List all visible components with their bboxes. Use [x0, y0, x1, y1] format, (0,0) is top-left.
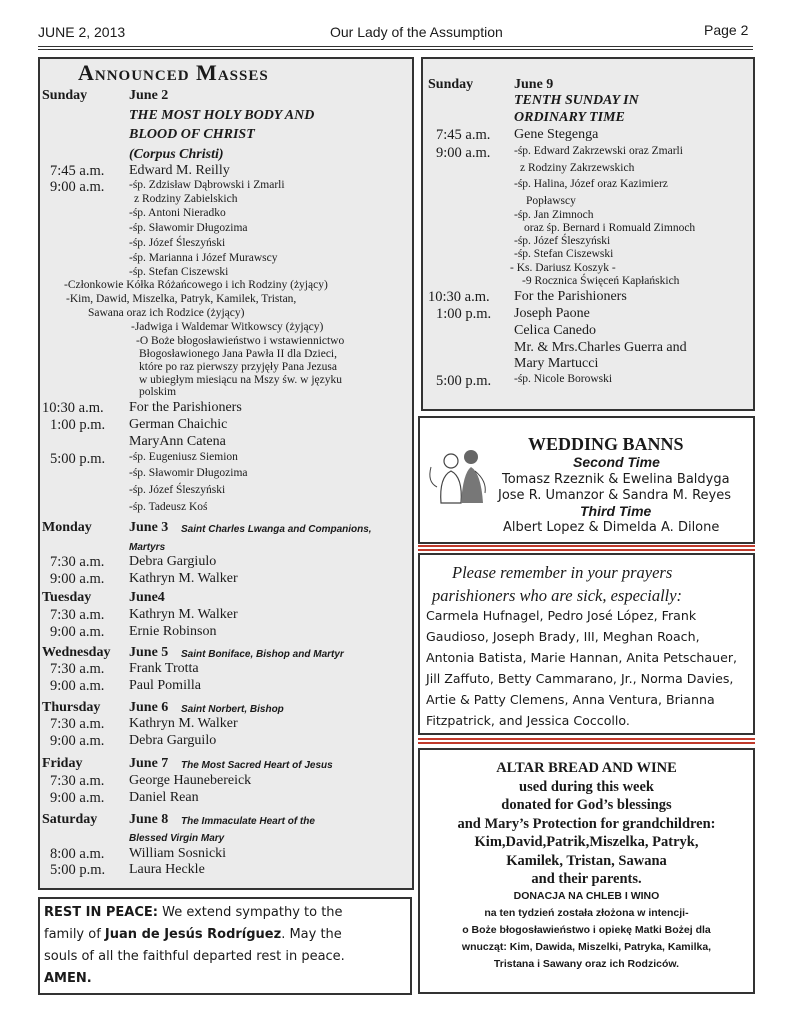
mass-intention: -śp. Sławomir Długozima — [129, 467, 248, 479]
mass-intention: Gene Stegenga — [514, 127, 599, 142]
mass-intention: -śp. Marianna i Józef Murawscy — [129, 252, 278, 264]
mass-feast: Saint Norbert, Bishop — [181, 704, 284, 715]
mass-intention: June 8 — [129, 812, 169, 827]
mass-intention: German Chaichic — [129, 417, 228, 432]
mass-intention: TENTH SUNDAY IN — [514, 93, 639, 108]
mass-intention: Paul Pomilla — [129, 678, 201, 693]
mass-intention: -śp. Edward Zakrzewski oraz Zmarli — [514, 145, 683, 157]
mass-intention: Sawana oraz ich Rodzice (żyjący) — [88, 307, 245, 319]
mass-time: 9:00 a.m. — [50, 678, 105, 694]
mass-intention: -śp. Sławomir Długozima — [129, 222, 248, 234]
couple-1: Tomasz Rzeznik & Ewelina Baldyga — [502, 472, 730, 487]
mass-feast: The Most Sacred Heart of Jesus — [181, 760, 333, 771]
mass-time: 1:00 p.m. — [436, 306, 492, 322]
rip-text-3: souls of all the faithful departed rest in peace. — [44, 949, 345, 964]
mass-time: 7:30 a.m. — [50, 661, 105, 677]
rip-line-2 — [44, 924, 342, 946]
mass-day: Tuesday — [42, 590, 92, 605]
mass-intention: William Sosnicki — [129, 846, 227, 861]
mass-time: 7:30 a.m. — [50, 554, 105, 570]
mass-time: 5:00 p.m. — [50, 862, 106, 878]
mass-intention: Mary Martucci — [514, 356, 599, 371]
mass-intention: For the Parishioners — [129, 400, 242, 415]
mass-intention: -Jadwiga i Waldemar Witkowscy (żyjący) — [131, 321, 324, 333]
second-time-label: Second Time — [573, 454, 660, 470]
prayer-name-line: Jill Zaffuto, Betty Cammarano, Jr., Norma Davies, — [426, 671, 734, 686]
mass-intention: Daniel Rean — [129, 790, 199, 805]
mass-feast: Blessed Virgin Mary — [129, 833, 225, 844]
couple-icon — [425, 447, 497, 505]
mass-time: 9:00 a.m. — [50, 624, 105, 640]
mass-time: 9:00 a.m. — [50, 733, 105, 749]
mass-intention: polskim — [139, 386, 177, 398]
altar-bread-polish-line: na ten tydzień została złożona w intencji- — [484, 907, 689, 919]
prayer-name-line: Antonia Batista, Marie Hannan, Anita Petschauer, — [426, 650, 738, 665]
mass-intention: (Corpus Christi) — [129, 147, 224, 162]
prayers-heading-1: Please remember in your prayers — [452, 563, 673, 582]
mass-intention: Frank Trotta — [129, 661, 199, 676]
header-rule-2 — [38, 49, 753, 50]
divider-stripe-2 — [418, 738, 755, 744]
mass-intention: ORDINARY TIME — [514, 110, 625, 125]
mass-intention: Joseph Paone — [514, 306, 590, 321]
mass-time: 7:45 a.m. — [50, 163, 105, 179]
mass-intention: -śp. Stefan Ciszewski — [129, 266, 229, 278]
mass-intention: które po raz pierwszy przyjęły Pana Jezusa — [139, 361, 337, 373]
mass-intention: MaryAnn Catena — [129, 434, 226, 449]
mass-intention: Popławscy — [526, 195, 576, 207]
mass-intention: Debra Garguilo — [129, 733, 217, 748]
prayer-name-line: Gaudioso, Joseph Brady, III, Meghan Roach, — [426, 629, 700, 644]
rip-text-2a: family of — [44, 927, 105, 942]
altar-bread-line: ALTAR BREAD AND WINE — [496, 760, 677, 776]
mass-intention: -śp. Józef Śleszyński — [514, 235, 611, 247]
wedding-banns-title: WEDDING BANNS — [528, 434, 684, 454]
mass-intention: For the Parishioners — [514, 289, 627, 304]
third-time-label: Third Time — [580, 503, 652, 519]
mass-intention: Debra Gargiulo — [129, 554, 217, 569]
mass-intention: -Członkowie Kółka Różańcowego i ich Rodziny (żyjący) — [64, 279, 328, 291]
mass-intention: June 9 — [514, 77, 554, 92]
mass-intention: -śp. Jan Zimnoch — [514, 209, 594, 221]
divider-stripe — [418, 545, 755, 551]
prayer-name-line: Carmela Hufnagel, Pedro José López, Frank — [426, 608, 697, 623]
mass-day: Monday — [42, 520, 92, 535]
header-parish: Our Lady of the Assumption — [330, 24, 503, 40]
altar-bread-polish-line: o Boże błogosławieństwo i opiekę Matki Bożej dla — [462, 924, 711, 936]
mass-day: Wednesday — [42, 645, 111, 660]
altar-bread-line: used during this week — [519, 778, 654, 795]
mass-feast: Saint Charles Lwanga and Companions, — [181, 524, 372, 535]
mass-day: Thursday — [42, 700, 101, 715]
rip-text-2b: . May the — [281, 927, 342, 942]
rip-name: Juan de Jesús Rodríguez — [104, 927, 282, 942]
mass-intention: z Rodziny Zakrzewskich — [520, 162, 635, 174]
rip-text-1: We extend sympathy to the — [157, 905, 343, 920]
mass-intention: -O Boże błogosławieństwo i wstawiennictwo — [136, 335, 345, 347]
mass-time: 7:45 a.m. — [436, 127, 491, 143]
mass-intention: Błogosławionego Jana Pawła II dla Dzieci, — [139, 348, 337, 360]
couple-2: Jose R. Umanzor & Sandra M. Reyes — [498, 488, 731, 503]
header-rule — [38, 46, 753, 47]
prayer-name-line: Artie & Patty Clemens, Anna Ventura, Brianna — [426, 692, 715, 707]
mass-time: 9:00 a.m. — [50, 790, 105, 806]
mass-intention: Kathryn M. Walker — [129, 571, 238, 586]
mass-intention: THE MOST HOLY BODY AND — [129, 108, 315, 123]
altar-bread-polish-line: Tristana i Sawany oraz ich Rodziców. — [493, 958, 680, 970]
mass-intention: w ubiegłym miesiącu na Mszy św. w języku — [139, 374, 343, 386]
mass-day: Sunday — [428, 77, 474, 92]
altar-bread-polish-line: DONACJA NA CHLEB I WINO — [513, 890, 660, 902]
mass-intention: -śp. Eugeniusz Siemion — [129, 451, 238, 463]
mass-intention: -9 Rocznica Święceń Kapłańskich — [522, 275, 680, 287]
mass-intention: -śp. Zdzisław Dąbrowski i Zmarli — [129, 179, 285, 191]
rip-line-1 — [44, 902, 343, 924]
prayers-heading-2: parishioners who are sick, especially: — [432, 586, 683, 605]
mass-intention: -śp. Józef Śleszyński — [129, 484, 226, 496]
mass-feast: Saint Boniface, Bishop and Martyr — [181, 649, 344, 660]
mass-day: Saturday — [42, 812, 98, 827]
mass-time: 8:00 a.m. — [50, 846, 105, 862]
mass-feast: Martyrs — [129, 542, 166, 553]
mass-intention: June 3 — [129, 520, 169, 535]
mass-intention: BLOOD OF CHRIST — [129, 127, 255, 142]
mass-intention: - Ks. Dariusz Koszyk - — [510, 262, 616, 274]
mass-time: 10:30 a.m. — [428, 289, 490, 305]
mass-time: 9:00 a.m. — [436, 145, 491, 161]
mass-intention: Ernie Robinson — [129, 624, 217, 639]
altar-bread-line: Kim,David,Patrik,Miszelka, Patryk, — [474, 834, 699, 850]
mass-day: Friday — [42, 756, 83, 771]
altar-bread-line: and Mary’s Protection for grandchildren: — [457, 815, 716, 832]
mass-time: 5:00 p.m. — [436, 373, 492, 389]
mass-time: 7:30 a.m. — [50, 773, 105, 789]
mass-intention: z Rodziny Zabielskich — [134, 193, 238, 205]
mass-intention: George Haunebereick — [129, 773, 252, 788]
mass-intention: June 7 — [129, 756, 169, 771]
mass-intention: Edward M. Reilly — [129, 163, 230, 178]
mass-intention: -śp. Stefan Ciszewski — [514, 248, 614, 260]
mass-time: 7:30 a.m. — [50, 716, 105, 732]
mass-time: 7:30 a.m. — [50, 607, 105, 623]
mass-time: 1:00 p.m. — [50, 417, 106, 433]
couple-3: Albert Lopez & Dimelda A. Dilone — [503, 520, 720, 535]
header-page: Page 2 — [704, 22, 749, 38]
mass-intention: -Kim, Dawid, Miszelka, Patryk, Kamilek, Tristan, — [66, 293, 297, 305]
mass-time: 9:00 a.m. — [50, 179, 105, 195]
mass-time: 10:30 a.m. — [42, 400, 104, 416]
mass-intention: Mr. & Mrs.Charles Guerra and — [514, 340, 687, 355]
mass-intention: June 6 — [129, 700, 169, 715]
mass-intention: oraz śp. Bernard i Romuald Zimnoch — [524, 222, 696, 234]
rip-label: REST IN PEACE: — [44, 905, 158, 920]
altar-bread-line: donated for God’s blessings — [501, 797, 672, 813]
mass-intention: Laura Heckle — [129, 862, 205, 877]
mass-intention: -śp. Antoni Nieradko — [129, 207, 226, 219]
header-date: JUNE 2, 2013 — [38, 24, 126, 40]
altar-bread-polish-line: wnucząt: Kim, Dawida, Miszelki, Patryka, Kamilka, — [461, 941, 712, 953]
mass-intention: Kathryn M. Walker — [129, 716, 238, 731]
mass-intention: -śp. Nicole Borowski — [514, 373, 613, 385]
mass-intention: -śp. Józef Śleszyński — [129, 237, 226, 249]
mass-time: 9:00 a.m. — [50, 571, 105, 587]
announced-masses-title: Announced Masses — [78, 60, 269, 85]
mass-intention: June 5 — [129, 645, 169, 660]
mass-intention: June 2 — [129, 88, 169, 103]
mass-intention: June4 — [129, 590, 165, 605]
mass-time: 5:00 p.m. — [50, 451, 106, 467]
rip-amen: AMEN. — [44, 971, 92, 986]
altar-bread-line: and their parents. — [531, 871, 642, 887]
mass-intention: -śp. Halina, Józef oraz Kazimierz — [514, 178, 668, 190]
mass-day: Sunday — [42, 88, 88, 103]
mass-intention: Kathryn M. Walker — [129, 607, 238, 622]
altar-bread-line: Kamilek, Tristan, Sawana — [506, 852, 667, 869]
mass-intention: Celica Canedo — [514, 323, 597, 338]
mass-feast: The Immaculate Heart of the — [181, 816, 315, 827]
mass-intention: -śp. Tadeusz Koś — [129, 501, 208, 513]
prayer-name-line: Fitzpatrick, and Jessica Coccollo. — [426, 713, 630, 728]
